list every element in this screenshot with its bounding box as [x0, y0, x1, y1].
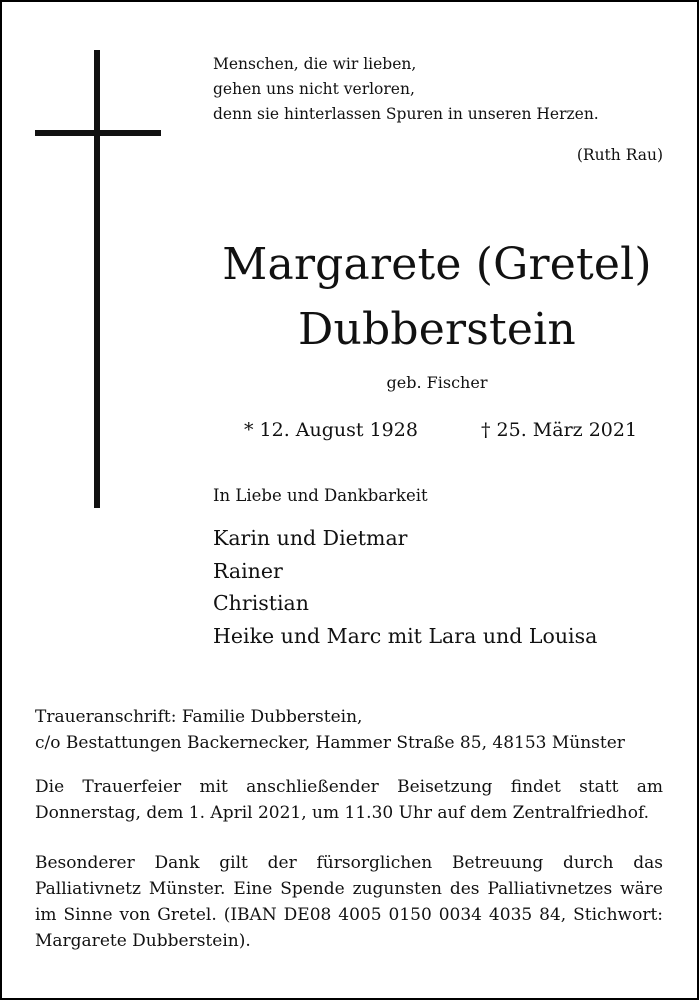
poem-line: denn sie hinterlassen Spuren in unseren Herzen.	[213, 105, 599, 123]
poem-author: (Ruth Rau)	[576, 146, 663, 164]
maiden-name: geb. Fischer	[386, 373, 488, 392]
death-date: † 25. März 2021	[481, 419, 638, 441]
poem-line: Menschen, die wir lieben,	[213, 55, 417, 73]
thanks-note: Besonderer Dank gilt der fürsorglichen Betreuung durch das Palliativnetz Münster. Eine Spende zugunsten des Palliativnetzes wäre im Sinne von Gretel. (IBAN DE08 4005 0150 0034 4035 84, Stichwort: Margarete Dubberstein).	[35, 853, 663, 951]
poem-line: gehen uns nicht verloren,	[213, 80, 415, 98]
dedication: In Liebe und Dankbarkeit	[213, 486, 428, 505]
mourner: Karin und Dietmar	[213, 526, 408, 550]
mourner: Heike und Marc mit Lara und Louisa	[213, 623, 598, 648]
address-line: Traueranschrift: Familie Dubberstein,	[35, 707, 363, 727]
mourner: Christian	[213, 591, 309, 615]
address-line: c/o Bestattungen Backernecker, Hammer Straße 85, 48153 Münster	[35, 733, 625, 753]
mourning-address	[35, 704, 663, 756]
deceased-name-first: Margarete (Gretel)	[222, 239, 652, 290]
mourner: Rainer	[213, 558, 283, 583]
deceased-name-last: Dubberstein	[298, 304, 576, 355]
funeral-info: Die Trauerfeier mit anschließender Beisetzung findet statt am Donnerstag, dem 1. April 2021, um 11.30 Uhr auf dem Zentralfriedhof.	[35, 777, 663, 823]
birth-date: * 12. August 1928	[244, 419, 418, 441]
mourners-list	[213, 522, 597, 652]
cross-vertical-bar	[94, 50, 100, 508]
cross-horizontal-bar	[35, 130, 161, 136]
poem	[213, 52, 599, 127]
